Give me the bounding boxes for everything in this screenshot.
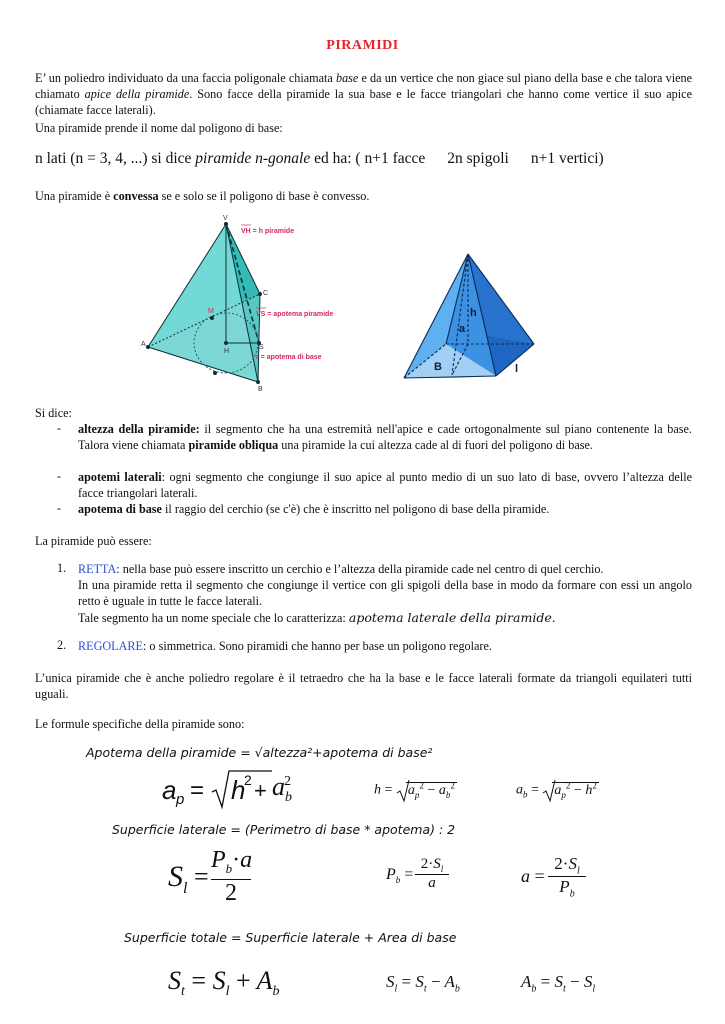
math-eq: = [401,972,412,991]
label-h: H [224,348,230,355]
fraction-sl [211,847,251,907]
math-s: S [168,966,181,995]
math-ap: a [554,782,562,798]
intro-text-3: . Sono facce della piramide la sua base e le facce triangolari che hanno come vertice il suo apice (chiamate facce laterali). [35,87,692,118]
bullet-apotema-base [57,501,692,519]
type-regolare [57,638,692,656]
si-dice: Si dice: [35,406,72,420]
formula-sl [168,860,187,898]
math-eq: = [384,782,393,798]
sqrt-sign-1 [396,779,410,803]
type-text-1: : nella base può essere inscritto un cerchio e l’altezza della piramide cade nel centro di quel cerchio. [116,562,604,576]
math-h: h [374,782,381,798]
formula-a [521,866,545,887]
math-two: 2 [225,879,237,906]
math-minus: − [427,782,436,798]
convex-text-a: Una piramide è [35,189,114,203]
formulas-intro: Le formule specifiche della piramide sono: [35,717,245,731]
label-vh-caption: VH = h piramide [241,228,295,235]
intro-text-1: E’ un poliedro individuato da una faccia poligonale chiamata [35,71,336,85]
formula-st [168,966,280,1000]
bullet-text: : ogni segmento che congiunge il suo apice al punto medio di un suo lato di base, ovvero l’altezza delle facce triangolari laterali. [78,470,692,501]
pyr-label-b: B [434,361,442,373]
math-two: 2 [420,856,429,872]
type-text-2: In una piramide retta il segmento che congiunge il vertice con gli spigoli della base in modo da formare con essi un angolo retto è uguale in tutte le facce laterali. [78,578,692,609]
math-eq: = [540,972,551,991]
math-ab-sub: b [523,789,528,800]
label-v: V [223,215,228,222]
math-l: l [592,983,596,995]
math-b: b [531,983,537,995]
sqrt-sign-2 [542,779,556,803]
math-plus: + [254,778,267,803]
formula-pb [386,866,413,885]
convex-text-c: se e solo se il poligono di base è convesso. [158,189,370,203]
math-ap-sub: p [561,789,566,800]
ngonal-text-c: ed ha: ( n+1 facce [310,150,426,167]
tetra-paragraph: L’unica piramide che è anche poliedro regolare è il tetraedro che ha la base e le facce laterali formate da triangoli equilateri tutti uguali. [35,671,692,702]
math-dot: · [232,847,241,873]
bullet-term: altezza della piramide: [78,422,200,436]
math-a: a [240,847,253,873]
math-t: t [562,983,566,995]
convex-text-b: convessa [113,189,159,203]
math-minus: − [430,972,441,991]
math-a: a [521,866,530,886]
formula-caption-superficie-totale: Superficie totale = Superficie laterale + Area di base [124,930,457,945]
math-s: S [168,860,183,893]
math-dot: · [428,856,434,872]
math-l: l [225,984,230,1000]
bullet-altezza [57,421,692,471]
intro-line-2: Una piramide prende il nome dal poligono di base: [35,121,283,135]
label-m: M [208,308,214,315]
page-title: PIRAMIDI [326,38,399,53]
intro-base: base [335,71,359,85]
list-number: 2. [57,638,67,652]
math-s: S [386,972,395,991]
math-p: P [386,866,396,883]
intro-paragraph [35,70,692,119]
math-l: l [394,983,398,995]
math-a-upper: A [444,972,455,991]
intro-text-2: e da un vertice che non giace sul piano della base e che talora viene chiamato [35,71,692,102]
bullet-dash: - [57,421,62,435]
math-a-upper: A [256,966,273,995]
pyr-label-a: a [459,323,466,335]
math-two: 2 [592,780,597,790]
pyr-label-h: h [470,307,477,319]
square-pyramid-image [398,248,543,383]
ngonal-text-a: n lati (n = 3, 4, ...) si dice [35,150,196,167]
formula-ab-derived [521,972,595,994]
math-two: 2 [419,780,424,790]
math-ap-sub: p [176,791,185,808]
formula-h [374,780,457,799]
math-h: h [585,782,593,798]
math-eq: = [191,966,207,995]
formula-sl-derived [386,972,460,994]
fraction-a [548,854,586,900]
pyr-label-l: l [515,363,519,375]
fraction-pb [415,856,449,892]
math-two: 2 [284,774,291,790]
math-minus: − [570,972,580,991]
pyramid-diagram [140,210,370,395]
math-s: S [583,972,593,991]
type-name: REGOLARE [78,639,143,653]
math-b: b [225,860,233,876]
math-eq: = [531,782,539,798]
math-b: b [454,983,460,995]
math-s: S [433,856,441,872]
bullet-text-2: una piramide la cui altezza cade al di fuori del poligono di base. [278,438,593,453]
math-s: S [415,972,424,991]
math-l: l [183,880,188,897]
math-s: S [568,854,577,873]
label-r-caption: r = apotema di base [256,354,322,361]
bullet-term: apotemi laterali [78,470,162,484]
ngonal-text-e: n+1 vertici) [530,150,604,167]
math-t: t [423,983,427,995]
math-eq-sl: = [194,862,209,891]
math-l: l [576,865,580,877]
list-number: 1. [57,561,67,575]
intro-apice: apice della piramide [84,87,190,102]
math-a-upper: A [521,972,532,991]
math-two: 2 [554,854,563,873]
math-ap-sub: p [414,789,420,800]
type-text-4: apotema laterale della piramide. [348,609,556,625]
math-t: t [181,984,185,1000]
convex-sentence [35,188,692,204]
math-ap: a [162,775,177,805]
bullet-dash: - [57,501,62,515]
formula-caption-apotema: Apotema della piramide = √altezza²+apotema di base² [86,745,433,760]
math-plus: + [235,966,251,995]
type-text-3: Tale segmento ha un nome speciale che lo caratterizza: [78,610,349,625]
type-name: RETTA [78,562,117,576]
n-gonal-line [35,150,604,168]
math-ab-sub: b [285,790,292,806]
bullet-term: apotema di base [78,502,162,516]
label-a: A [141,341,146,348]
math-l: l [440,864,444,874]
math-two: 2 [565,780,571,790]
math-ab-sub: b [445,789,451,800]
math-minus: − [573,782,582,798]
math-s: S [554,972,563,991]
math-s: S [212,966,226,995]
math-eq: = [404,866,414,883]
label-vs-caption: VS = apotema piramide [256,311,334,318]
bullet-text: il raggio del cerchio (se c'è) che è inscritto nel poligono di base della piramide. [161,502,550,516]
ngonal-text-b: piramide n-gonale [195,150,311,167]
bullet-text: il segmento che ha una estremità nell'apice e cade ortogonalmente sul piano contenente la base. Talora viene chiamata [78,422,692,453]
math-eq: = [534,866,545,886]
math-b: b [395,875,401,886]
math-ab-term [272,772,299,806]
math-b: b [569,888,575,900]
math-p: P [211,847,226,873]
math-p: P [559,877,570,897]
math-two: 2 [244,772,252,788]
math-two: 2 [450,780,455,790]
label-b: B [258,386,263,393]
math-b: b [272,984,280,1000]
math-a: a [428,875,436,891]
type-text-1: : o simmetrica. Sono piramidi che hanno per base un poligono regolare. [143,639,492,653]
formula-caption-superficie-laterale: Superficie laterale = (Perimetro di base * apotema) : 2 [112,822,456,837]
math-ab: a [516,782,523,798]
types-intro: La piramide può essere: [35,534,152,548]
math-dot: · [562,854,569,873]
bullet-apotemi [57,469,692,503]
math-h: h [231,775,246,805]
math-ab: a [438,782,446,798]
label-s: S [259,344,264,351]
label-c: C [263,290,269,297]
type-retta [57,561,692,627]
math-ab: a [272,772,285,801]
bullet-dash: - [57,469,62,483]
math-ap: a [407,782,415,798]
math-eq: = [190,777,205,804]
formula-ab [516,780,599,799]
ngonal-text-d: 2n spigoli [447,150,509,167]
bullet-term-2: piramide obliqua [188,438,279,453]
